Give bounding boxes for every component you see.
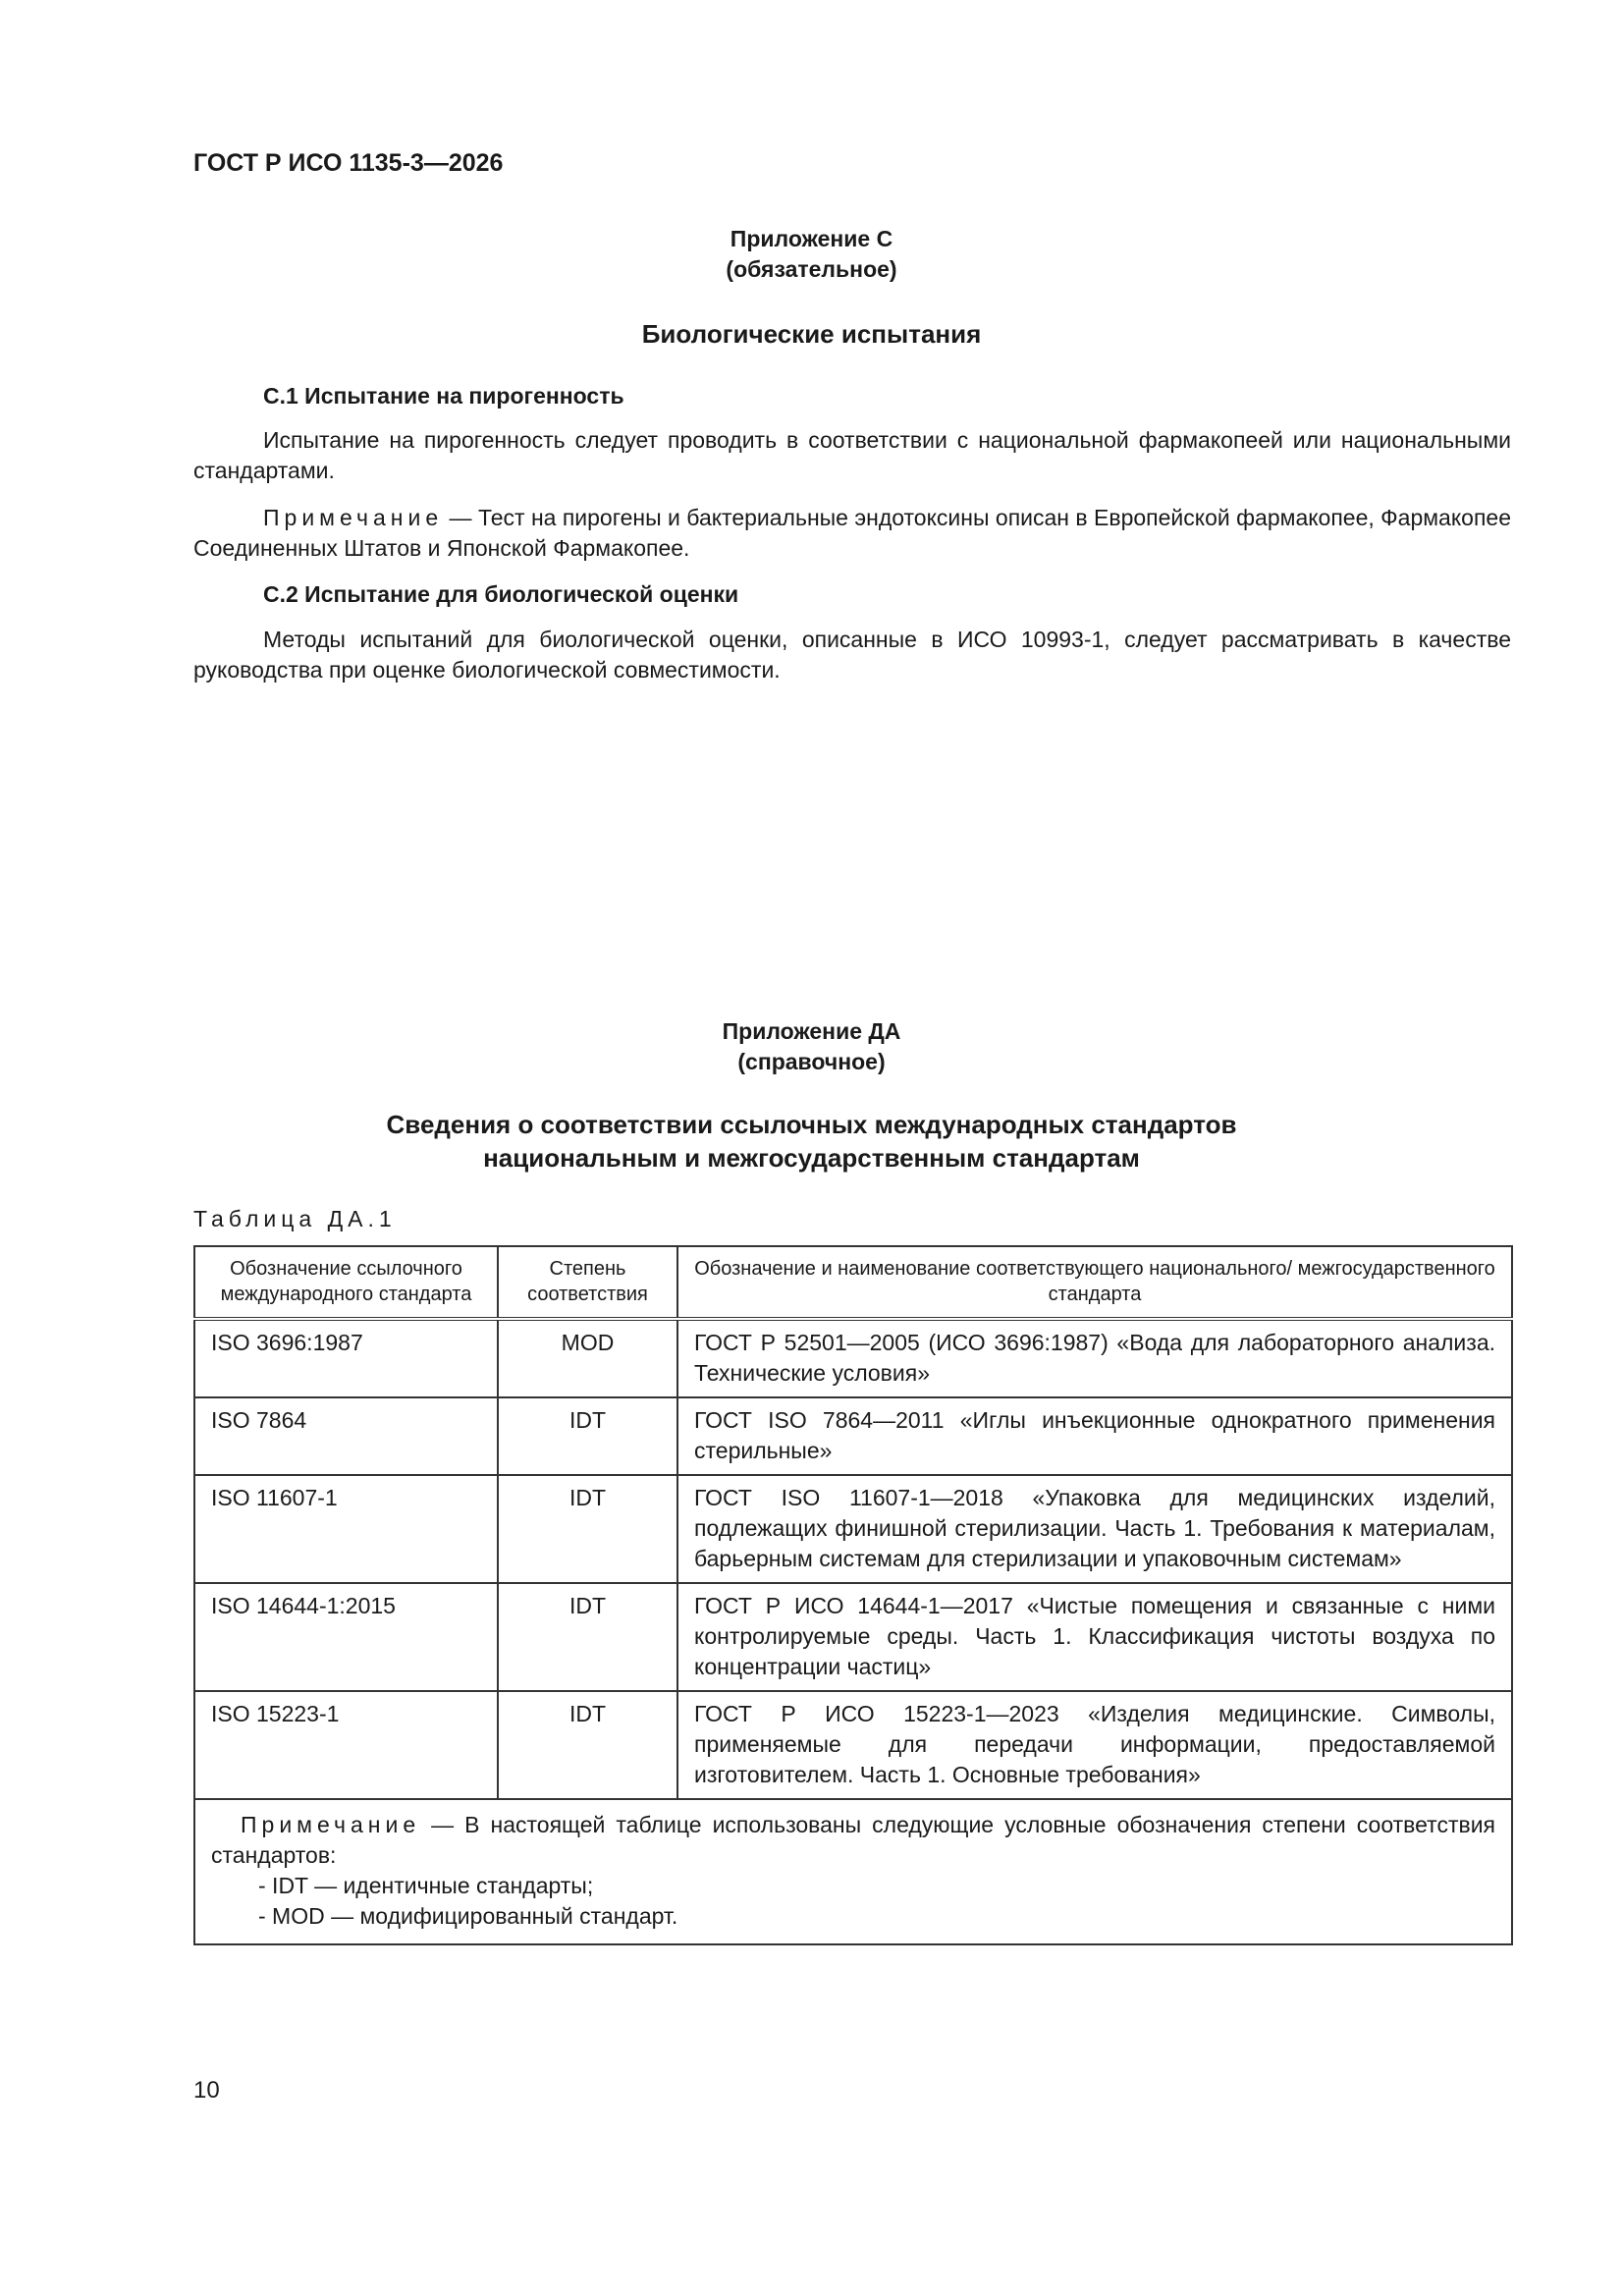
table-row [194,1475,1512,1583]
clause-c2-text: Методы испытаний для биологической оценки, описанные в ИСО 10993-1, следует рассматривать в качестве руководства при оценке биологической совместимости. [193,627,1511,683]
annex-da-heading [0,1016,1623,1077]
intl-standard-cell: ISO 3696:1987 [194,1319,498,1397]
intl-standard-cell: ISO 14644-1:2015 [194,1583,498,1691]
degree-cell: IDT [498,1475,677,1583]
national-standard-cell: ГОСТ ISO 7864—2011 «Иглы инъекционные однократного применения стерильные» [677,1397,1512,1475]
clause-c1-note [193,503,1511,564]
clause-c1-text: Испытание на пирогенность следует проводить в соответствии с национальной фармакопеей или национальными стандартами. [193,427,1511,483]
note-label: Примечание [241,1812,421,1837]
intl-standard-cell: ISO 15223-1 [194,1691,498,1799]
table-label: Таблица ДА.1 [193,1206,397,1231]
intl-standard-cell: ISO 11607-1 [194,1475,498,1583]
clause-c2-heading: C.2 Испытание для биологической оценки [263,581,739,607]
header-degree: Степень соответствия [498,1246,677,1319]
annex-c-label: Приложение C [730,226,893,251]
page-number: 10 [193,2077,220,2104]
national-standard-cell: ГОСТ Р 52501—2005 (ИСО 3696:1987) «Вода для лабораторного анализа. Технические условия» [677,1319,1512,1397]
header-intl-standard: Обозначение ссылочного международного стандарта [194,1246,498,1319]
table-note [194,1799,1512,1944]
national-standard-cell: ГОСТ ISO 11607-1—2018 «Упаковка для медицинских изделий, подлежащих финишной стерилизации. Часть 1. Требования к материалам, барьерным системам для стерилизации и упаковочным системам» [677,1475,1512,1583]
table-row [194,1397,1512,1475]
clause-c1-heading: C.1 Испытание на пирогенность [263,383,624,409]
header-national-standard: Обозначение и наименование соответствующего национального/ межгосударственного стандарта [677,1246,1512,1319]
annex-c-status: (обязательное) [726,256,897,282]
note-label: Примечание [263,505,444,530]
annex-da-title-line1: Сведения о соответствии ссылочных международных стандартов [386,1110,1237,1139]
table-note-text [211,1810,1495,1871]
intl-standard-cell: ISO 7864 [194,1397,498,1475]
table-row [194,1583,1512,1691]
note-text: — Тест на пирогены и бактериальные эндотоксины описан в Европейской фармакопее, Фармакопее Соединенных Штатов и Японской Фармакопее. [193,505,1511,561]
table-note-row [194,1799,1512,1944]
note-body: — В настоящей таблице использованы следующие условные обозначения степени соответствия стандартов: [211,1812,1495,1868]
degree-cell: IDT [498,1691,677,1799]
annex-c-heading [0,224,1623,285]
annex-da-label: Приложение ДА [722,1018,901,1044]
annex-c-title: Биологические испытания [641,319,982,349]
annex-da-title-line2: национальным и межгосударственным стандартам [483,1143,1140,1173]
degree-cell: MOD [498,1319,677,1397]
degree-cell: IDT [498,1397,677,1475]
document-header: ГОСТ Р ИСО 1135-3—2026 [193,149,504,177]
note-list-item: - MOD — модифицированный стандарт. [258,1903,678,1929]
degree-cell: IDT [498,1583,677,1691]
national-standard-cell: ГОСТ Р ИСО 14644-1—2017 «Чистые помещения и связанные с ними контролируемые среды. Часть 1. Классификация чистоты воздуха по концентрации частиц» [677,1583,1512,1691]
table-row [194,1691,1512,1799]
note-list-item: - IDT — идентичные стандарты; [258,1873,594,1898]
national-standard-cell: ГОСТ Р ИСО 15223-1—2023 «Изделия медицинские. Символы, применяемые для передачи информации, предоставляемой изготовителем. Часть 1. Основные требования» [677,1691,1512,1799]
correspondence-table [193,1245,1513,1945]
annex-da-title [0,1108,1623,1175]
table-header-row [194,1246,1512,1319]
table-row [194,1319,1512,1397]
annex-da-status: (справочное) [737,1049,886,1074]
